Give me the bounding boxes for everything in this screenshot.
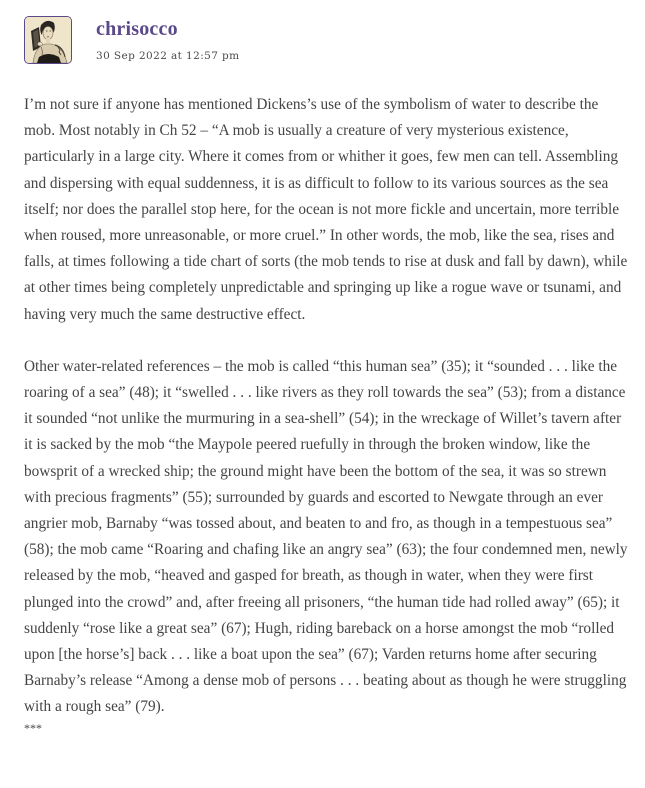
comment-header [24,16,624,68]
author-name-link[interactable]: chrisocco [96,18,178,40]
section-separator: *** [24,720,42,735]
comment-paragraph: Other water-related references – the mob is called “this human sea” (35); it “sounded . . . like the roaring of a sea” (48); it “swelled . . . like rivers as they roll towards the sea” (53); from a distance it sounded “not unlike the murmuring in a sea-shell” (54); in the wreckage of Willet’s tavern after it is sacked by the mob “the Maypole peered ruefully in through the broken window, like the bowsprit of a wrecked ship; the ground might have been the bottom of the sea, it was so strewn with precious fragments” (55); surrounded by guards and escorted to Newgate through an ever angrier mob, Barnaby “was tossed about, and beaten to and fro, as though in a tempestuous sea” (58); the mob came “Roaring and chafing like an angry sea” (63); the four condemned men, newly released by the mob, “heaved and gasped for breath, as though in water, when they were first plunged into the crowd” and, after freeing all prisoners, “the human tide had rolled away” (65); it suddenly “rose like a great sea” (67); Hugh, riding bareback on a horse amongst the mob “rolled upon [the horse’s] back . . . like a boat upon the sea” (67); Varden returns home after securing Barnaby’s release “Among a dense mob of persons . . . beating about as though he were struggling with a rough sea” (79). [24,357,628,716]
comment-paragraph: I’m not sure if anyone has mentioned Dickens’s use of the symbolism of water to describe the mob. Most notably in Ch 52 – “A mob is usually a creature of very mysterious existence, particularly in a large city. Where it comes from or whither it goes, few men can tell. Assembling and dispersing with equal suddenness, it is as difficult to follow to its various sources as the sea itself; nor does the parallel stop here, for the ocean is not more fickle and uncertain, more terrible when roused, more unreasonable, or more cruel.” In other words, the mob, like the sea, rises and falls, at times following a tide chart of sorts (the mob tends to rise at dusk and fall by dawn), while at other times being completely unpredictable and springing up like a rogue wave or tsunami, and having very much the same destructive effect. [24,96,628,323]
avatar[interactable] [24,16,72,64]
comment-date-link[interactable]: 30 Sep 2022 at 12:57 pm [96,50,240,62]
vintage-woman-reading-avatar-icon [25,17,71,63]
comment-body [24,92,630,735]
